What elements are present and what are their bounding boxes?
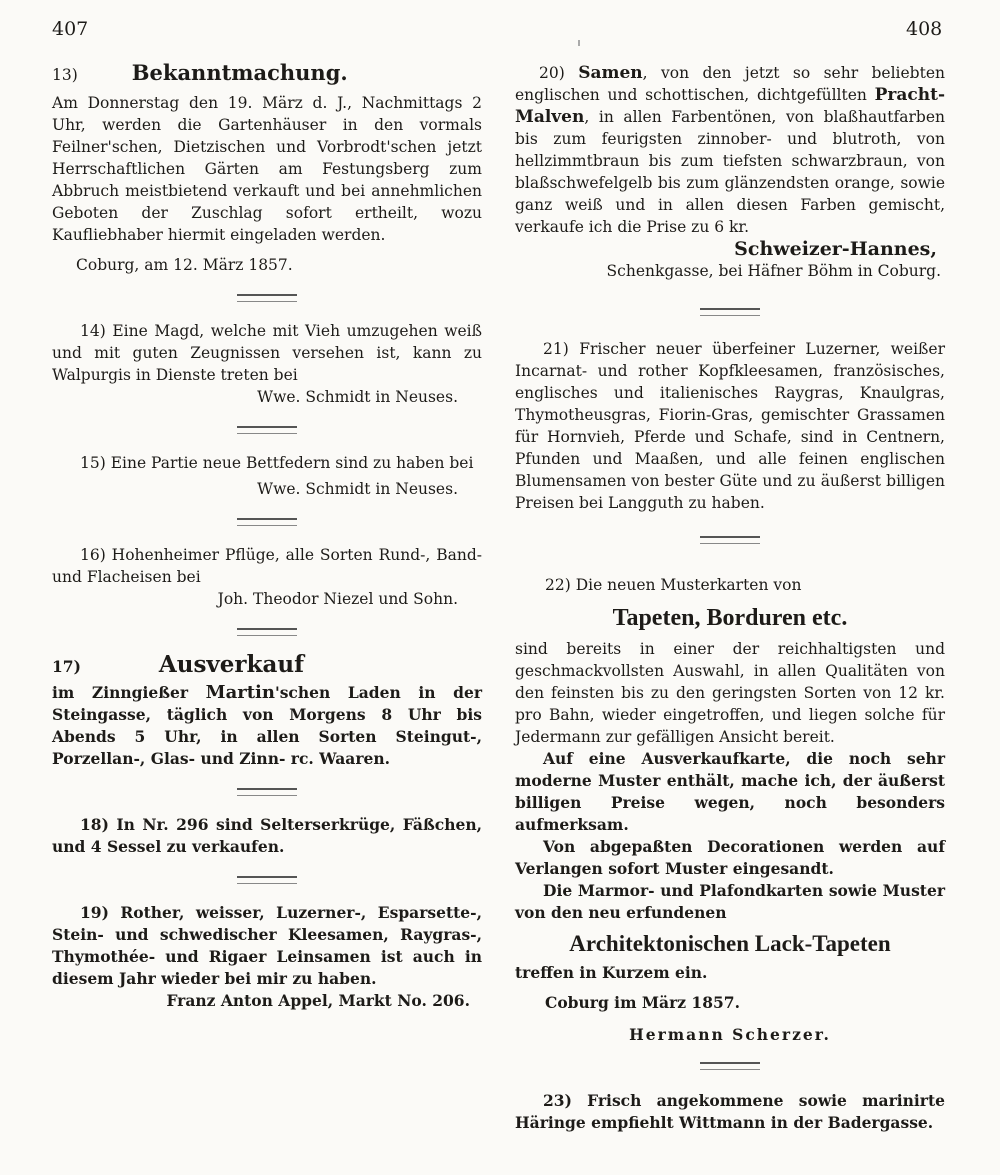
notice-date: Coburg im März 1857. bbox=[545, 993, 740, 1012]
notice-body bbox=[515, 62, 945, 238]
notice-21 bbox=[515, 338, 945, 514]
headline-lack-tapeten: Architektonischen Lack-Tapeten bbox=[569, 931, 891, 956]
shop-name: Martin bbox=[205, 682, 275, 703]
notice-intro: 22) Die neuen Musterkarten von bbox=[545, 576, 802, 594]
notice-body: 23) Frisch angekommene sowie marinirte Häringe empfiehlt Wittmann in der Badergasse. bbox=[515, 1091, 945, 1132]
notice-body: Am Donnerstag den 19. März d. J., Nachmittags 2 Uhr, werden die Gartenhäuser in den vormals Feilner'schen, Dietzischen und Vorbrodt'schen jetzt Herrschaftlichen Gärten am Festungsberg zum Abbruch meistbietend verkauft und bei annehmlichen Geboten der Zuschlag sofort ertheilt, wozu Kaufliebhaber hiermit eingeladen werden. bbox=[52, 94, 482, 244]
divider bbox=[237, 426, 297, 434]
notice-paragraph-4: Die Marmor- und Plafondkarten sowie Muster von den neu erfundenen bbox=[515, 881, 945, 922]
divider bbox=[700, 536, 760, 544]
notice-title: Ausverkauf bbox=[158, 651, 304, 678]
notice-number: 13) bbox=[52, 66, 78, 84]
notice-signature: Wwe. Schmidt in Neuses. bbox=[257, 388, 458, 406]
page-number-right: 408 bbox=[906, 18, 943, 40]
notice-paragraph-3: Von abgepaßten Decorationen werden auf Verlangen sofort Muster eingesandt. bbox=[515, 837, 945, 878]
notice-body: 16) Hohenheimer Pflüge, alle Sorten Rund-, Band- und Flacheisen bei bbox=[52, 546, 482, 586]
notice-13 bbox=[52, 62, 482, 276]
right-column bbox=[515, 62, 945, 1134]
notice-22 bbox=[515, 574, 945, 1046]
notice-signature-address: Schenkgasse, bei Häfner Böhm in Coburg. bbox=[606, 262, 941, 280]
notice-body-start: im Zinngießer bbox=[52, 683, 206, 702]
notice-20 bbox=[515, 62, 945, 282]
divider bbox=[237, 294, 297, 302]
divider bbox=[237, 788, 297, 796]
keyword-pracht-malven: Pracht-Malven bbox=[515, 85, 945, 127]
notice-title: Bekanntmachung. bbox=[131, 60, 348, 85]
notice-date: Coburg, am 12. März 1857. bbox=[76, 256, 293, 274]
divider bbox=[700, 1062, 760, 1070]
left-column bbox=[52, 62, 482, 1012]
notice-body bbox=[52, 682, 482, 770]
notice-body-rest: 'schen Laden in der Steingasse, täglich von Morgens 8 Uhr bis Abends 5 Uhr, in allen Sorten Steingut-, Porzellan-, Glas- und Zinn- rc. Waaren. bbox=[52, 683, 483, 768]
notice-18 bbox=[52, 814, 482, 858]
notice-body: 15) Eine Partie neue Bettfedern sind zu haben bei bbox=[80, 454, 474, 472]
notice-signature-name: Schweizer-Hannes, bbox=[734, 238, 937, 260]
notice-body: 19) Rother, weisser, Luzerner-, Esparsette-, Stein- und schwedischer Kleesamen, Raygras-, Thymothée- und Rigaer Leinsamen ist auch in diesem Jahr wieder bei mir zu haben. bbox=[52, 903, 482, 988]
notice-signature: Joh. Theodor Niezel und Sohn. bbox=[217, 590, 458, 608]
notice-number: 17) bbox=[52, 657, 81, 676]
notice-paragraph-5: treffen in Kurzem ein. bbox=[515, 963, 708, 982]
divider bbox=[700, 308, 760, 316]
notice-15 bbox=[52, 452, 482, 500]
notice-14 bbox=[52, 320, 482, 408]
notice-13-header bbox=[52, 62, 482, 86]
notice-signature: Hermann Scherzer. bbox=[629, 1025, 831, 1044]
notice-17-header bbox=[52, 651, 482, 678]
notice-body-b: , in allen Farbentönen, von blaßhautfarben bis zum feurigsten zinnober- und blutroth, von hellzimmtbraun bis zum tiefsten schwarzbraun, von blaßschwefelgelb bis zum glänzendsten orange, sowie ganz weiß und in allen diesen Farben gemischt, verkaufe ich die Prise zu 6 kr. bbox=[515, 108, 945, 236]
notice-body: 18) In Nr. 296 sind Selterserkrüge, Fäßchen, und 4 Sessel zu verkaufen. bbox=[52, 815, 482, 856]
notice-19 bbox=[52, 902, 482, 1012]
notice-number: 20) bbox=[539, 64, 565, 82]
notice-paragraph-1: sind bereits in einer der reichhaltigsten und geschmackvollsten Auswahl, in allen Qualitäten von den feinsten bis zu den geringsten Sorten von 12 kr. pro Bahn, wieder eingetroffen, und liegen solche für Jedermann zur gefälligen Ansicht bereit. bbox=[515, 640, 945, 746]
divider bbox=[237, 518, 297, 526]
notice-body-a: , von den jetzt so sehr beliebten englischen und schottischen, dichtgefüllten bbox=[515, 64, 945, 104]
gutter-mark bbox=[578, 40, 580, 46]
notice-body: 21) Frischer neuer überfeiner Luzerner, weißer Incarnat- und rother Kopfkleesamen, französisches, englisches und italienisches Raygras, Knaulgras, Thymotheusgras, Fiorin-Gras, gemischter Grassamen für Hornvieh, Pferde und Schafe, sind in Centnern, Pfunden und Maaßen, und alle feinen englischen Blumensamen von bester Güte und zu äußerst billigen Preisen bei Langguth zu haben. bbox=[515, 340, 945, 512]
notice-17 bbox=[52, 651, 483, 770]
divider bbox=[237, 628, 297, 636]
notice-signature: Wwe. Schmidt in Neuses. bbox=[257, 480, 458, 498]
divider bbox=[237, 876, 297, 884]
notice-body: 14) Eine Magd, welche mit Vieh umzugehen weiß und mit guten Zeugnissen versehen ist, kann zu Walpurgis in Dienste treten bei bbox=[52, 322, 482, 384]
keyword-samen: Samen bbox=[578, 63, 643, 83]
notice-23 bbox=[515, 1090, 945, 1134]
page-number-left: 407 bbox=[52, 18, 89, 40]
notice-paragraph-2: Auf eine Ausverkaufkarte, die noch sehr moderne Muster enthält, mache ich, der äußerst billigen Preise wegen, noch besonders aufmerksam. bbox=[515, 749, 945, 834]
notice-signature: Franz Anton Appel, Markt No. 206. bbox=[166, 991, 470, 1010]
notice-16 bbox=[52, 544, 482, 610]
headline-tapeten: Tapeten, Borduren etc. bbox=[612, 605, 848, 631]
